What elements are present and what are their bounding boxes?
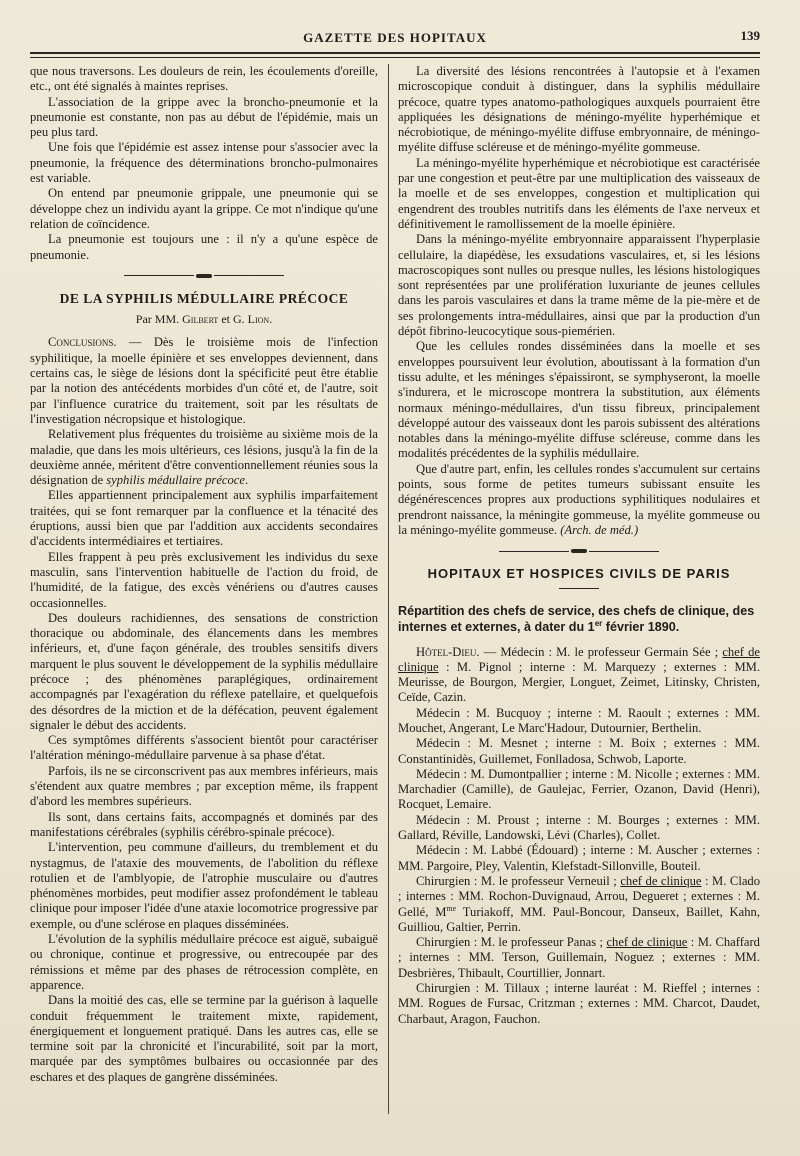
hospital-entry: Médecin : M. Dumontpallier ; interne : M. Nicolle ; externes : MM. Marchadier (Camille), de Gaulejac, Ferrier, Ozanon, David (Henri), Rocquet, Lemaire. — [398, 766, 760, 812]
entry-text: : M. Pignol ; interne : M. Marquezy ; externes : MM. Meurisse, de Bourgon, Mergier, Longuet, Zeimet, Litinsky, Christen, Ceïde, Cazin. — [398, 659, 760, 705]
paragraph: Que les cellules rondes disséminées dans la moelle et ses enveloppes poursuivent leur évolution, aboutissant à la formation d'un tissu adulte, et les méninges s'épaissiront, se symphyseront, la moelle s'indurera, et le microscope montrera la substitution, aux éléments normaux méningo-médullaires, d'un tissu fibreux, principalement développé autour des vaisseaux dont les parois subissent des altérations notables dans la méningo-myélite diffuse scléreuse, comme dans les modalités précédentes de la syphilis médullaire. — [398, 339, 760, 461]
ornamental-divider — [30, 273, 378, 279]
author-name: G. Lion — [232, 312, 270, 327]
paragraph: Dans la méningo-myélite embryonnaire apparaissent l'hyperplasie cellulaire, la diapédèse, les exsudations vasculaires, et, si les lésions macroscopiques sont nulles ou presque nulles, les lésions histologiques sont représentées par une prolifération luxuriante de jeunes cellules dans les parois vasculaires et dans la trame même de la pie-mère et de ses prolongements intra-médullaires, ainsi que par la production d'un dépôt fibrino-leucocytique sous-piemérien. — [398, 232, 760, 339]
entry-text: : M. Chaffard ; internes : MM. Terson, Guillemain, Noguez ; externes : MM. Desbrières, Thibault, Courtillier, Jonnart. — [398, 935, 760, 980]
paragraph: Des douleurs rachidiennes, des sensations de constriction thoracique ou abdominale, des élancements dans les membres inférieurs, et, d'une façon générale, des troubles sensitifs divers marquent le plus souvent le développement de la syphilis médullaire précoce ; des phénomènes paraplégiques, ordinairement accompagnés par l'exagération du réflexe patellaire, et quelquefois des désordres de la miction et de la défécation, peuvent également signaler le début des accidents. — [30, 610, 378, 732]
authors-suffix: . — [269, 312, 273, 327]
paragraph: On entend par pneumonie grippale, une pneumonie qui se développe chez un individu ayant la grippe. Ce mot n'indique qu'une relation de coïncidence. — [30, 186, 378, 231]
paragraph: La diversité des lésions rencontrées à l'autopsie et à l'examen microscopique conduit à distinguer, dans la syphilis médullaire précoce, quatre types anatomo-pathologiques auxquels pourraient être appliquées les désignations de méningo-myélite hyperhémique et nécrobiotique, de méningo-myélite diffuse embryonnaire, de méningo-myélite diffuse scléreuse et de méningo-myélite gommeuse. — [398, 64, 760, 155]
heading-text: Répartition des chefs de service, des chefs de clinique, des internes et externes, à dater du 1 — [398, 603, 755, 634]
paragraph: Parfois, ils ne se circonscrivent pas aux membres inférieurs, mais s'étendent aux quatre membres ; par exception même, ils frappent d'abord les membres supérieurs. — [30, 763, 378, 809]
authors-conjunction: et — [221, 312, 230, 327]
heading-superscript: er — [594, 618, 603, 628]
page-number: 139 — [740, 28, 760, 43]
paragraph: Elles frappent à peu près exclusivement les individus du sexe masculin, sans l'intervention habituelle de l'action du froid, de l'humidité, de la fatigue, des excès vénériens ou d'autres causes occasionnelles. — [30, 549, 378, 610]
paragraph: L'association de la grippe avec la broncho-pneumonie et la pneumonie est constante, non pas au début de l'épidémie, mais un peu plus tard. — [30, 94, 378, 140]
author-name: Gilbert — [182, 312, 219, 327]
paragraph: L'évolution de la syphilis médullaire précoce est aiguë, subaiguë ou chronique, continue et progressive, ou entrecoupée par des rémissions et même par des phases de rétrocession complète, en apparence. — [30, 932, 378, 992]
italic-term: syphilis médullaire précoce — [106, 473, 245, 488]
paragraph: La pneumonie est toujours une : il n'y a qu'une espèce de pneumonie. — [30, 232, 378, 262]
header-rule-thin — [30, 57, 760, 58]
entry-text: — Médecin : M. le professeur Germain Sée ; — [479, 644, 723, 659]
paragraph: que nous traversons. Les douleurs de rein, les écoulements d'oreille, etc., ont été signalés à maintes reprises. — [30, 64, 378, 94]
heading-text: février 1890. — [602, 619, 680, 634]
page-header — [30, 26, 760, 50]
hospital-entry — [398, 645, 760, 706]
underlined-term: chef de clinique — [606, 935, 688, 950]
hospital-entry: Médecin : M. Bucquoy ; interne : M. Raoult ; externes : MM. Mouchet, Angerant, Le Marc'Hadour, Dutournier, Berthelin. — [398, 705, 760, 735]
underlined-term: chef de clinique — [398, 644, 760, 674]
running-title: GAZETTE DES HOPITAUX — [303, 30, 487, 45]
paragraph-text: . — [244, 473, 249, 488]
paragraph — [398, 462, 760, 538]
hospital-entry: Médecin : M. Mesnet ; interne : M. Boix ; externes : MM. Constantinidès, Guillemet, Fonlladosa, Schwob, Laporte. — [398, 736, 760, 766]
paragraph — [30, 427, 378, 488]
paragraph-text: — Dès le troisième mois de l'infection syphilitique, la moelle épinière et ses enveloppes deviennent, dans certains cas, le siège de lésions dont la spécificité peut être établie par la notion des antécédents morbides d'un côté et, de l'autre, soit par l'influence curatrice du traitement, soit par les résultats de l'investigation nécropsique et histologique. — [30, 335, 378, 426]
paragraph: Ces symptômes différents s'associent bientôt pour caractériser l'altération méningo-médullaire parvenue à sa phase d'état. — [30, 733, 378, 763]
subsection-heading — [398, 603, 760, 635]
article-title: DE LA SYPHILIS MÉDULLAIRE PRÉCOCE — [59, 290, 349, 306]
hospital-name: Hôtel-Dieu. — [416, 644, 480, 659]
paragraph — [30, 335, 378, 427]
section-rule — [559, 588, 599, 589]
right-column — [398, 64, 760, 1027]
paragraph-text: Relativement plus fréquentes du troisième au sixième mois de la maladie, que dans les mois ultérieurs, ces lésions, jusqu'à la fin de la deuxième année, méritent d'être conventionnellement réunies sous la désignation de — [30, 427, 378, 488]
source-citation: (Arch. de méd.) — [560, 522, 639, 537]
paragraph-text: Que d'autre part, enfin, les cellules rondes s'accumulent sur certains points, sous forme de petites tumeurs subissant ensuite les dégénérescences propres aux productions syphilitiques nodulaires et prendront naissance, la méningite gommeuse, la myélite gommeuse ou la méningo-myélite gommeuse. — [398, 461, 760, 537]
hospital-entry: Médecin : M. Labbé (Édouard) ; interne : M. Auscher ; externes : MM. Pargoire, Pley, Valentin, Klefstadt-Sillonville, Bouteil. — [398, 843, 760, 873]
entry-text: Chirurgien : M. le professeur Panas ; — [416, 935, 607, 950]
paragraph: Dans la moitié des cas, elle se termine par la guérison à laquelle conduit fréquemment le traitement mixte, rapidement, énergiquement et longuement pratiqué. Dans les autres cas, elle se termine soit par la chronicité et l'incurabilité, soit par la mort, marquée par des symptômes bulbaires ou occasionnée par des eschares et des plaques de gangrène disséminées. — [30, 993, 378, 1084]
entry-text: Turiakoff, MM. Paul-Boncour, Danseux, Baillet, Kahn, Guilliou, Galtier, Perrin. — [398, 904, 760, 934]
hospital-entry — [398, 874, 760, 935]
paragraph: Une fois que l'épidémie est assez intense pour s'associer avec la pneumonie, la fréquence des déterminations broncho-pulmonaires est variable. — [30, 140, 378, 186]
paragraph: La méningo-myélite hyperhémique et nécrobiotique est caractérisée par une congestion et peut-être par une multiplication des vaisseaux de la moelle et de ses enveloppes, congestion et multiplication qui engendrent des troubles nutritifs dans les éléments de l'axe nerveux et définitivement le ramollissement de la moelle épinière. — [398, 155, 760, 231]
superscript: me — [446, 903, 457, 913]
authors-prefix: Par MM. — [135, 312, 180, 327]
hospital-entry: Médecin : M. Proust ; interne : M. Bourges ; externes : MM. Gallard, Réville, Landowski, Lévi (Charles), Collet. — [398, 812, 760, 843]
ornamental-divider — [398, 548, 760, 554]
article-authors — [30, 312, 378, 327]
paragraph: L'intervention, peu commune d'ailleurs, du tremblement et du nystagmus, de l'ataxie des mouvements, de l'abolition du réflexe rotulien et de l'amblyopie, de l'atrophie musculaire ou d'autres phénomènes morbides, peut modifier assez profondément le tableau clinique pour imposer l'idée d'une ataxie locomotrice progressive par exemple, ou d'une sclérose en plaques disséminées. — [30, 840, 378, 931]
column-divider — [388, 64, 389, 1114]
entry-text: Chirurgien : M. le professeur Verneuil ; — [416, 873, 621, 888]
entry-text: : M. Clado ; internes : MM. Rochon-Duvignaud, Arrou, Degueret ; externes : M. Gellé, M — [398, 873, 760, 919]
paragraph: Elles appartiennent principalement aux syphilis imparfaitement traitées, qui se font remarquer par la confluence et la ténacité des éruptions, aussi bien que par l'addition aux accidents secondaires d'accidents intermédiaires et tertiaires. — [30, 488, 378, 549]
underlined-term: chef de clinique — [620, 873, 702, 888]
header-rule-thick — [30, 52, 760, 54]
section-title: HOPITAUX ET HOSPICES CIVILS DE PARIS — [427, 566, 731, 582]
conclusions-label: Conclusions. — [48, 335, 117, 350]
hospital-entry — [398, 935, 760, 981]
hospital-entry: Chirurgien : M. Tillaux ; interne lauréat : M. Rieffel ; internes : MM. Rogues de Fursac, Critzman ; externes : MM. Charcot, Daudet, Charbaut, Aragon, Fauchon. — [398, 981, 760, 1026]
left-column — [30, 64, 378, 1085]
paragraph: Ils sont, dans certains faits, accompagnés et dominés par des manifestations cérébrales (syphilis cérébro-spinale précoce). — [30, 809, 378, 839]
